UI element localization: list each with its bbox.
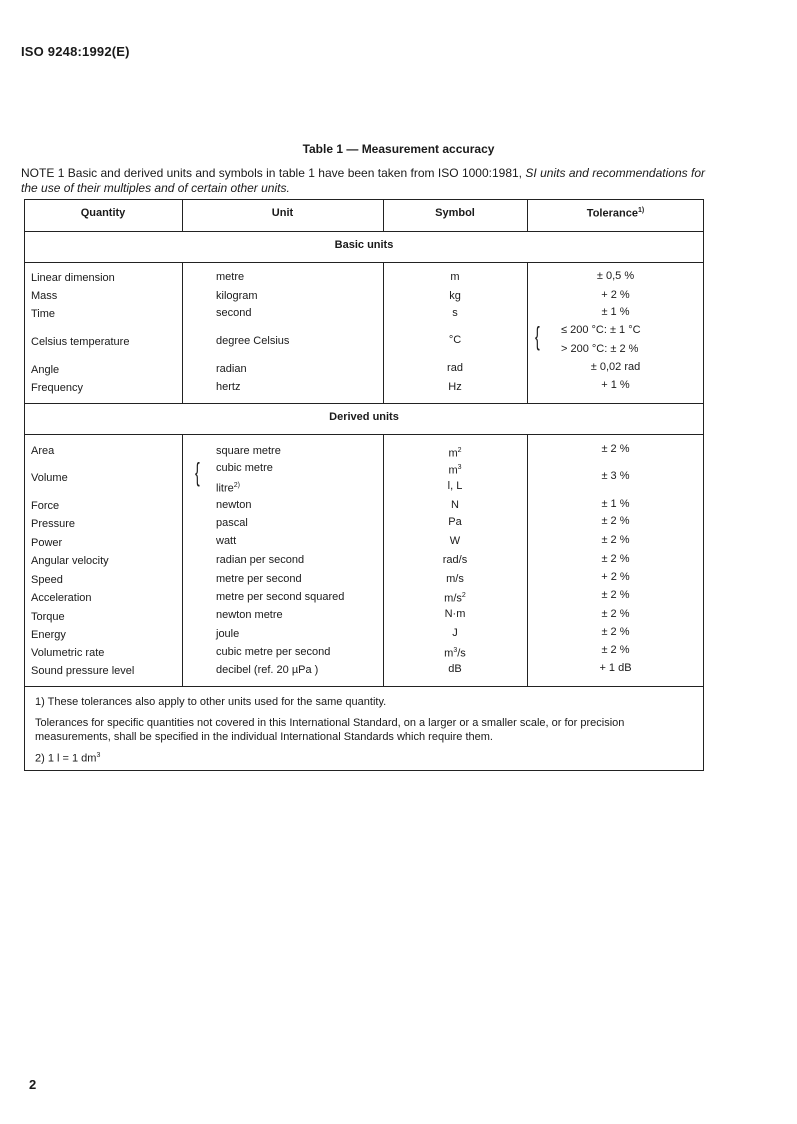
unit-cell: pascal	[216, 517, 248, 529]
tolerance-cell: ± 2 %	[601, 626, 630, 638]
superscript: 3	[457, 464, 462, 471]
tolerance-cell: + 2 %	[601, 571, 630, 583]
symbol-cell: m	[450, 271, 460, 283]
symbol-text: m	[448, 447, 458, 460]
tolerance-cell: ± 3 %	[601, 470, 630, 482]
note-italic-text: SI units and recommendations for the use of their multiples and of certain other units.	[21, 166, 705, 195]
symbol-cell: Pa	[448, 516, 462, 528]
symbol-text: /s	[457, 647, 466, 660]
superscript: 2	[461, 592, 466, 599]
symbol-cell: rad/s	[442, 554, 468, 566]
unit-cell: kilogram	[216, 290, 258, 302]
quantity-cell: Pressure	[31, 518, 76, 530]
quantity-cell: Area	[31, 445, 55, 457]
unit-cell: watt	[216, 535, 237, 547]
tolerance-cell: ± 1 %	[601, 498, 630, 510]
unit-cell: second	[216, 307, 252, 319]
quantity-cell: Volumetric rate	[31, 647, 105, 659]
tolerance-cell: > 200 °C: ± 2 %	[561, 343, 639, 355]
quantity-cell: Acceleration	[31, 592, 92, 604]
quantity-cell: Force	[31, 500, 60, 512]
unit-cell: newton metre	[216, 609, 283, 621]
symbol-text: m	[444, 647, 454, 660]
unit-text: litre	[216, 482, 234, 495]
quantity-cell: Power	[31, 537, 63, 549]
symbol-cell	[383, 589, 527, 606]
footnote-ref: 1)	[637, 207, 645, 214]
unit-cell: radian per second	[216, 554, 305, 566]
footnote-text: 2) 1 l = 1 dm	[35, 752, 97, 765]
tolerance-cell: ≤ 200 °C: ± 1 °C	[561, 324, 641, 336]
quantity-cell: Volume	[31, 472, 68, 484]
unit-cell: decibel (ref. 20 µPa )	[216, 664, 319, 676]
symbol-cell: l, L	[447, 480, 463, 492]
tolerance-cell: ± 2 %	[601, 608, 630, 620]
tolerance-cell: ± 2 %	[601, 443, 630, 455]
unit-cell: metre per second	[216, 573, 302, 585]
tolerance-cell: ± 1 %	[601, 306, 630, 318]
quantity-cell: Angular velocity	[31, 555, 109, 567]
basic-units-heading: Basic units	[334, 239, 394, 251]
unit-cell: degree Celsius	[216, 335, 290, 347]
document-id: ISO 9248:1992(E)	[21, 44, 130, 59]
tolerance-cell: ± 0,5 %	[596, 270, 635, 282]
basic-end-rule	[24, 403, 704, 404]
footnote-general: Tolerances for specific quantities not covered in this International Standard, on a larger or a smaller scale, or for precision measurements, shall be specified in the individual International Standards which require them.	[35, 717, 625, 743]
tolerance-cell: ± 2 %	[601, 534, 630, 546]
symbol-cell: dB	[448, 663, 462, 675]
symbol-cell: m/s	[446, 573, 464, 585]
unit-cell: hertz	[216, 381, 241, 393]
unit-cell: square metre	[216, 445, 281, 457]
tolerance-cell: ± 2 %	[601, 553, 630, 565]
symbol-cell: J	[452, 627, 458, 639]
column-header-unit: Unit	[271, 207, 294, 219]
quantity-cell: Linear dimension	[31, 272, 115, 284]
column-header-quantity: Quantity	[80, 207, 126, 219]
table-title: Table 1 — Measurement accuracy	[302, 142, 495, 156]
symbol-cell	[383, 644, 527, 661]
footnote-2	[35, 749, 700, 766]
note-text: NOTE 1 Basic and derived units and symbols in table 1 have been taken from ISO 1000:1981,	[21, 166, 526, 180]
tolerance-cell: + 1 dB	[599, 662, 632, 674]
quantity-cell: Frequency	[31, 382, 83, 394]
quantity-cell: Angle	[31, 364, 60, 376]
unit-cell: newton	[216, 499, 252, 511]
symbol-cell: W	[449, 535, 461, 547]
quantity-cell: Torque	[31, 611, 65, 623]
unit-cell: metre per second squared	[216, 591, 345, 603]
quantity-cell: Sound pressure level	[31, 665, 135, 677]
tolerance-cell: + 1 %	[601, 379, 630, 391]
quantity-cell: Energy	[31, 629, 66, 641]
symbol-text: m	[448, 464, 458, 477]
unit-cell: radian	[216, 363, 247, 375]
symbol-cell: kg	[449, 290, 461, 302]
symbol-cell	[383, 444, 527, 461]
quantity-cell: Speed	[31, 574, 63, 586]
basic-section-rule	[24, 262, 704, 263]
superscript: 3	[96, 752, 101, 759]
column-header-symbol: Symbol	[435, 207, 475, 219]
footnote-rule	[24, 686, 704, 687]
page-number: 2	[29, 1077, 37, 1092]
tolerance-cell: + 2 %	[601, 289, 630, 301]
derived-section-rule	[24, 434, 704, 435]
tolerance-label: Tolerance	[586, 207, 638, 220]
symbol-cell: °C	[448, 334, 462, 346]
unit-cell: cubic metre	[216, 462, 273, 474]
brace-symbol: {	[194, 457, 200, 487]
tolerance-cell: ± 2 %	[601, 589, 630, 601]
brace-symbol: {	[534, 321, 540, 351]
symbol-cell: N·m	[444, 608, 466, 620]
col-divider	[182, 434, 183, 686]
tolerance-cell: ± 2 %	[601, 644, 630, 656]
quantity-cell: Time	[31, 308, 56, 320]
symbol-cell	[383, 461, 527, 478]
unit-cell: cubic metre per second	[216, 646, 331, 658]
tolerance-cell: ± 2 %	[601, 515, 630, 527]
symbol-cell: rad	[447, 362, 463, 374]
superscript: 2	[457, 447, 462, 454]
table-note	[21, 166, 705, 196]
unit-cell: metre	[216, 271, 245, 283]
quantity-cell: Mass	[31, 290, 58, 302]
quantity-cell: Celsius temperature	[31, 336, 130, 348]
symbol-cell: N	[451, 499, 459, 511]
symbol-text: m/s	[444, 592, 462, 605]
superscript: 3	[453, 647, 458, 654]
unit-cell: joule	[216, 628, 240, 640]
symbol-cell: Hz	[448, 381, 462, 393]
unit-cell	[216, 479, 240, 496]
header-rule	[24, 231, 704, 232]
symbol-cell: s	[452, 307, 458, 319]
footnote-1: 1) These tolerances also apply to other units used for the same quantity.	[35, 696, 387, 708]
derived-units-heading: Derived units	[329, 411, 399, 423]
footnote-ref: 2)	[233, 482, 240, 489]
column-header-tolerance	[527, 207, 704, 220]
col-divider	[182, 262, 183, 403]
tolerance-cell: ± 0,02 rad	[590, 361, 641, 373]
